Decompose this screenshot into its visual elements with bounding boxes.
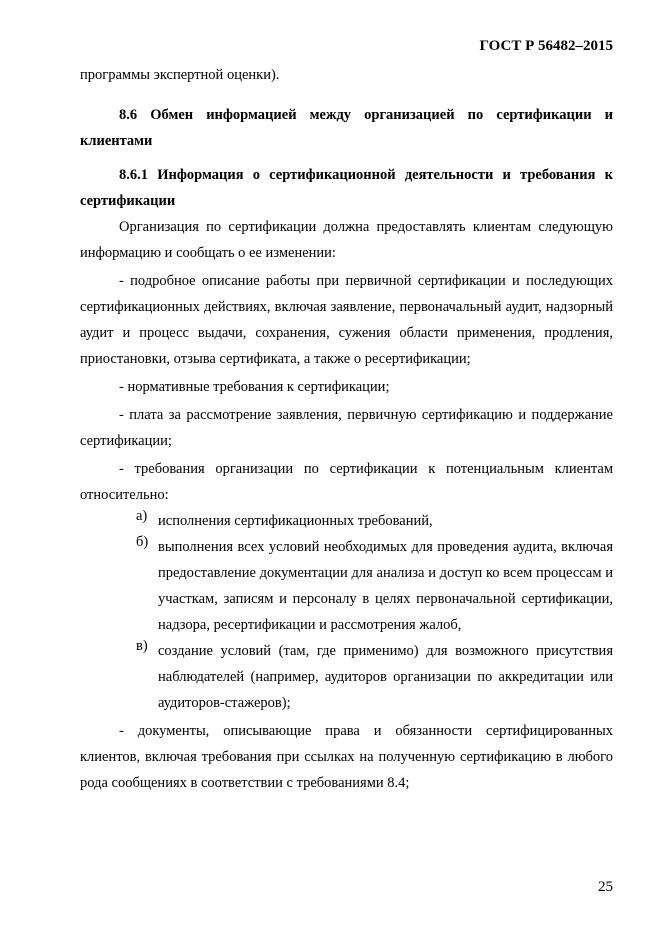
dash-item-fees: - плата за рассмотрение заявления, первичную сертификацию и поддержание сертификации;: [80, 407, 613, 449]
dash-item-documents: - документы, описывающие права и обязанности сертифицированных клиентов, включая требования при ссылках на полученную сертификацию в любого рода сообщениях в соответствии с требованиями 8.4;: [80, 723, 613, 791]
section-heading-8-6-1: 8.6.1 Информация о сертификационной деятельности и требования к сертификации: [80, 167, 613, 209]
section-heading-8-6: 8.6 Обмен информацией между организацией по сертификации и клиентами: [80, 107, 613, 149]
dash-item-client-requirements: - требования организации по сертификации к потенциальным клиентам относительно:: [80, 461, 613, 503]
dash-item-requirements: - нормативные требования к сертификации;: [119, 379, 390, 395]
document-body: [80, 62, 613, 796]
list-item-b: [80, 534, 613, 638]
list-marker-b: б): [136, 534, 149, 550]
intro-paragraph: Организация по сертификации должна предоставлять клиентам следующую информацию и сообщать о ее изменении:: [80, 219, 613, 261]
list-text-v: создание условий (там, где применимо) для возможного присутствия наблюдателей (например, аудиторов организации по аккредитации или аудиторов-стажеров);: [158, 643, 613, 711]
dash-item-description: - подробное описание работы при первичной сертификации и последующих сертификационных действиях, включая заявление, первоначальный аудит, надзорный аудит и процесс выдачи, сохранения, сужения области применения, продления, приостановки, отзыва сертификата, а также о ресертификации;: [80, 273, 613, 367]
list-marker-v: в): [136, 638, 148, 654]
list-text-a: исполнения сертификационных требований,: [158, 513, 433, 529]
standard-header: ГОСТ Р 56482–2015: [479, 38, 613, 54]
list-text-b: выполнения всех условий необходимых для проведения аудита, включая предоставление документации для анализа и доступ ко всем процессам и участкам, записям и персоналу в целях первоначальной сертификации, надзора, ресертификации и рассмотрения жалоб,: [158, 539, 613, 633]
carry-over-line: программы экспертной оценки).: [80, 67, 280, 83]
list-item-v: [80, 638, 613, 716]
page-number: 25: [598, 879, 613, 895]
list-marker-a: а): [136, 508, 148, 524]
list-item-a: [80, 508, 613, 534]
